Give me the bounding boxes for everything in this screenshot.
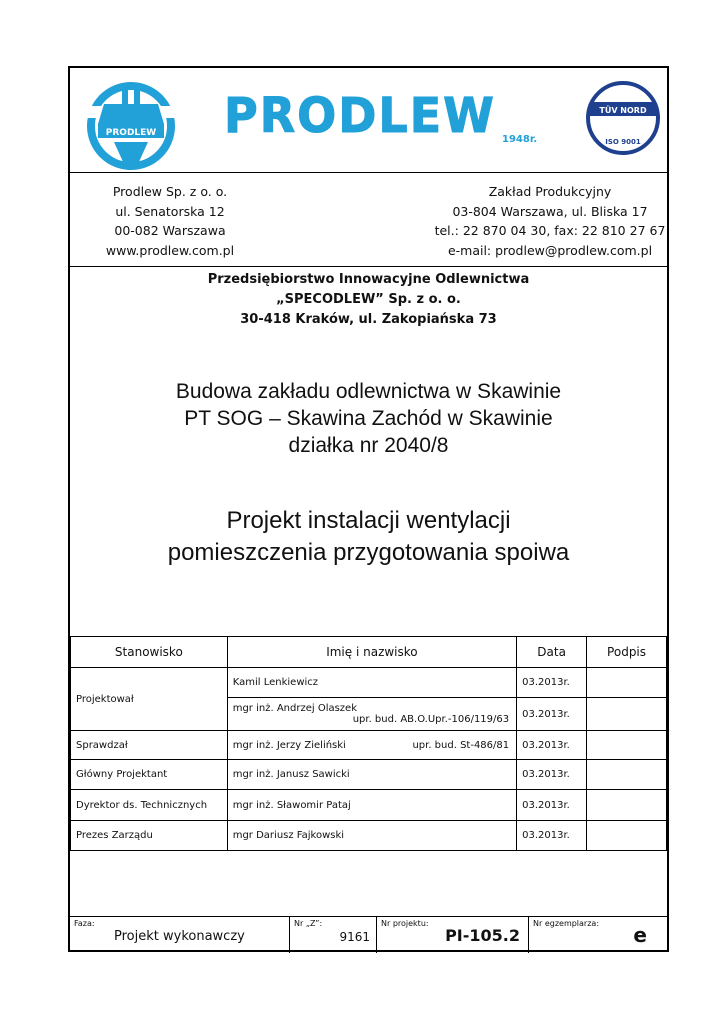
name-cell (227, 698, 516, 731)
z-number-value: 9161 (339, 930, 370, 944)
copy-number-cell (529, 917, 667, 953)
emblem-label: PRODLEW (105, 128, 157, 138)
role-cell: Główny Projektant (71, 760, 228, 790)
name-cell: mgr inż. Sławomir Pataj (227, 790, 516, 821)
date-cell: 03.2013r. (517, 760, 587, 790)
role-cell: Sprawdzał (71, 731, 228, 760)
title-line: Projekt instalacji wentylacji (226, 507, 511, 534)
z-number-label: Nr „Z”: (294, 919, 323, 928)
address-line: 00-082 Warszawa (114, 223, 226, 238)
cert-logo-text: TÜV NORD (599, 106, 647, 115)
table-header-row (71, 637, 667, 668)
prodlew-emblem-icon (74, 76, 188, 172)
project-number-label: Nr projektu: (381, 919, 429, 928)
title-line: PT SOG – Skawina Zachód w Skawinie (184, 407, 553, 430)
project-number-cell (377, 917, 529, 953)
signature-cell (587, 790, 667, 821)
date-cell: 03.2013r. (517, 790, 587, 821)
address-line: Zakład Produkcyjny (488, 184, 612, 199)
client-line: Przedsiębiorstwo Innowacyjne Odlewnictwa (207, 272, 530, 287)
copy-number-value: e (633, 923, 647, 947)
document-footer (70, 916, 667, 953)
table-row (71, 790, 667, 821)
table-row (71, 821, 667, 851)
column-header: Imię i nazwisko (227, 637, 516, 668)
date-cell: 03.2013r. (517, 821, 587, 851)
client-block (70, 270, 667, 330)
cert-iso-text: ISO 9001 (605, 138, 641, 146)
license-text: upr. bud. AB.O.Upr.-106/119/63 (352, 714, 510, 725)
role-cell: Prezes Zarządu (71, 821, 228, 851)
tuv-certificate-icon (586, 76, 660, 160)
address-line: ul. Senatorska 12 (115, 203, 225, 219)
role-cell: Dyrektor ds. Technicznych (71, 790, 228, 821)
table-row (71, 668, 667, 698)
project-number-value: PI-105.2 (445, 926, 520, 945)
table-row (71, 731, 667, 760)
client-line: 30-418 Kraków, ul. Zakopiańska 73 (240, 312, 497, 327)
address-headquarters (70, 182, 270, 260)
date-cell: 03.2013r. (517, 731, 587, 760)
name-cell: mgr Dariusz Fajkowski (227, 821, 516, 851)
name-cell: mgr inż. Janusz Sawicki (227, 760, 516, 790)
phase-label: Faza: (74, 919, 95, 928)
address-line: Prodlew Sp. z o. o. (112, 184, 228, 199)
table-row (71, 760, 667, 790)
column-header: Podpis (587, 637, 667, 668)
name-text: mgr inż. Andrzej Olaszek (232, 703, 357, 714)
copy-number-label: Nr egzemplarza: (533, 919, 600, 928)
signature-cell (587, 760, 667, 790)
divider (70, 266, 667, 267)
title-line: pomieszczenia przygotowania spoiwa (167, 539, 570, 566)
title-page-frame (68, 66, 669, 952)
date-cell: 03.2013r. (517, 668, 587, 698)
name-text: mgr inż. Jerzy Zieliński (232, 739, 346, 751)
column-header: Stanowisko (71, 637, 228, 668)
title-line: Budowa zakładu odlewnictwa w Skawinie (175, 380, 562, 403)
phase-cell (70, 917, 290, 953)
logo-bar (70, 68, 667, 173)
founding-year: 1948r. (502, 134, 538, 145)
signature-cell (587, 731, 667, 760)
contact-phone: tel.: 22 870 04 30, fax: 22 810 27 67 (434, 223, 666, 238)
client-line: „SPECODLEW” Sp. z o. o. (276, 292, 461, 307)
website-link[interactable]: www.prodlew.com.pl (105, 242, 235, 258)
brand-wordmark: PRODLEW (224, 86, 496, 144)
name-cell: Kamil Lenkiewicz (227, 668, 516, 698)
signature-cell (587, 698, 667, 731)
signature-cell (587, 668, 667, 698)
column-header: Data (517, 637, 587, 668)
title-line: działka nr 2040/8 (288, 434, 449, 457)
signature-cell (587, 821, 667, 851)
name-cell (227, 731, 516, 760)
z-number-cell (290, 917, 377, 953)
investment-title (70, 378, 667, 459)
address-line: 03-804 Warszawa, ul. Bliska 17 (452, 203, 648, 219)
role-cell: Projektował (71, 668, 228, 731)
license-text: upr. bud. St-486/81 (412, 739, 510, 751)
contact-email[interactable]: e-mail: prodlew@prodlew.com.pl (447, 242, 653, 258)
project-title (70, 505, 667, 569)
signature-table (70, 636, 667, 851)
date-cell: 03.2013r. (517, 698, 587, 731)
address-production-plant (430, 182, 670, 260)
phase-value: Projekt wykonawczy (114, 929, 245, 944)
